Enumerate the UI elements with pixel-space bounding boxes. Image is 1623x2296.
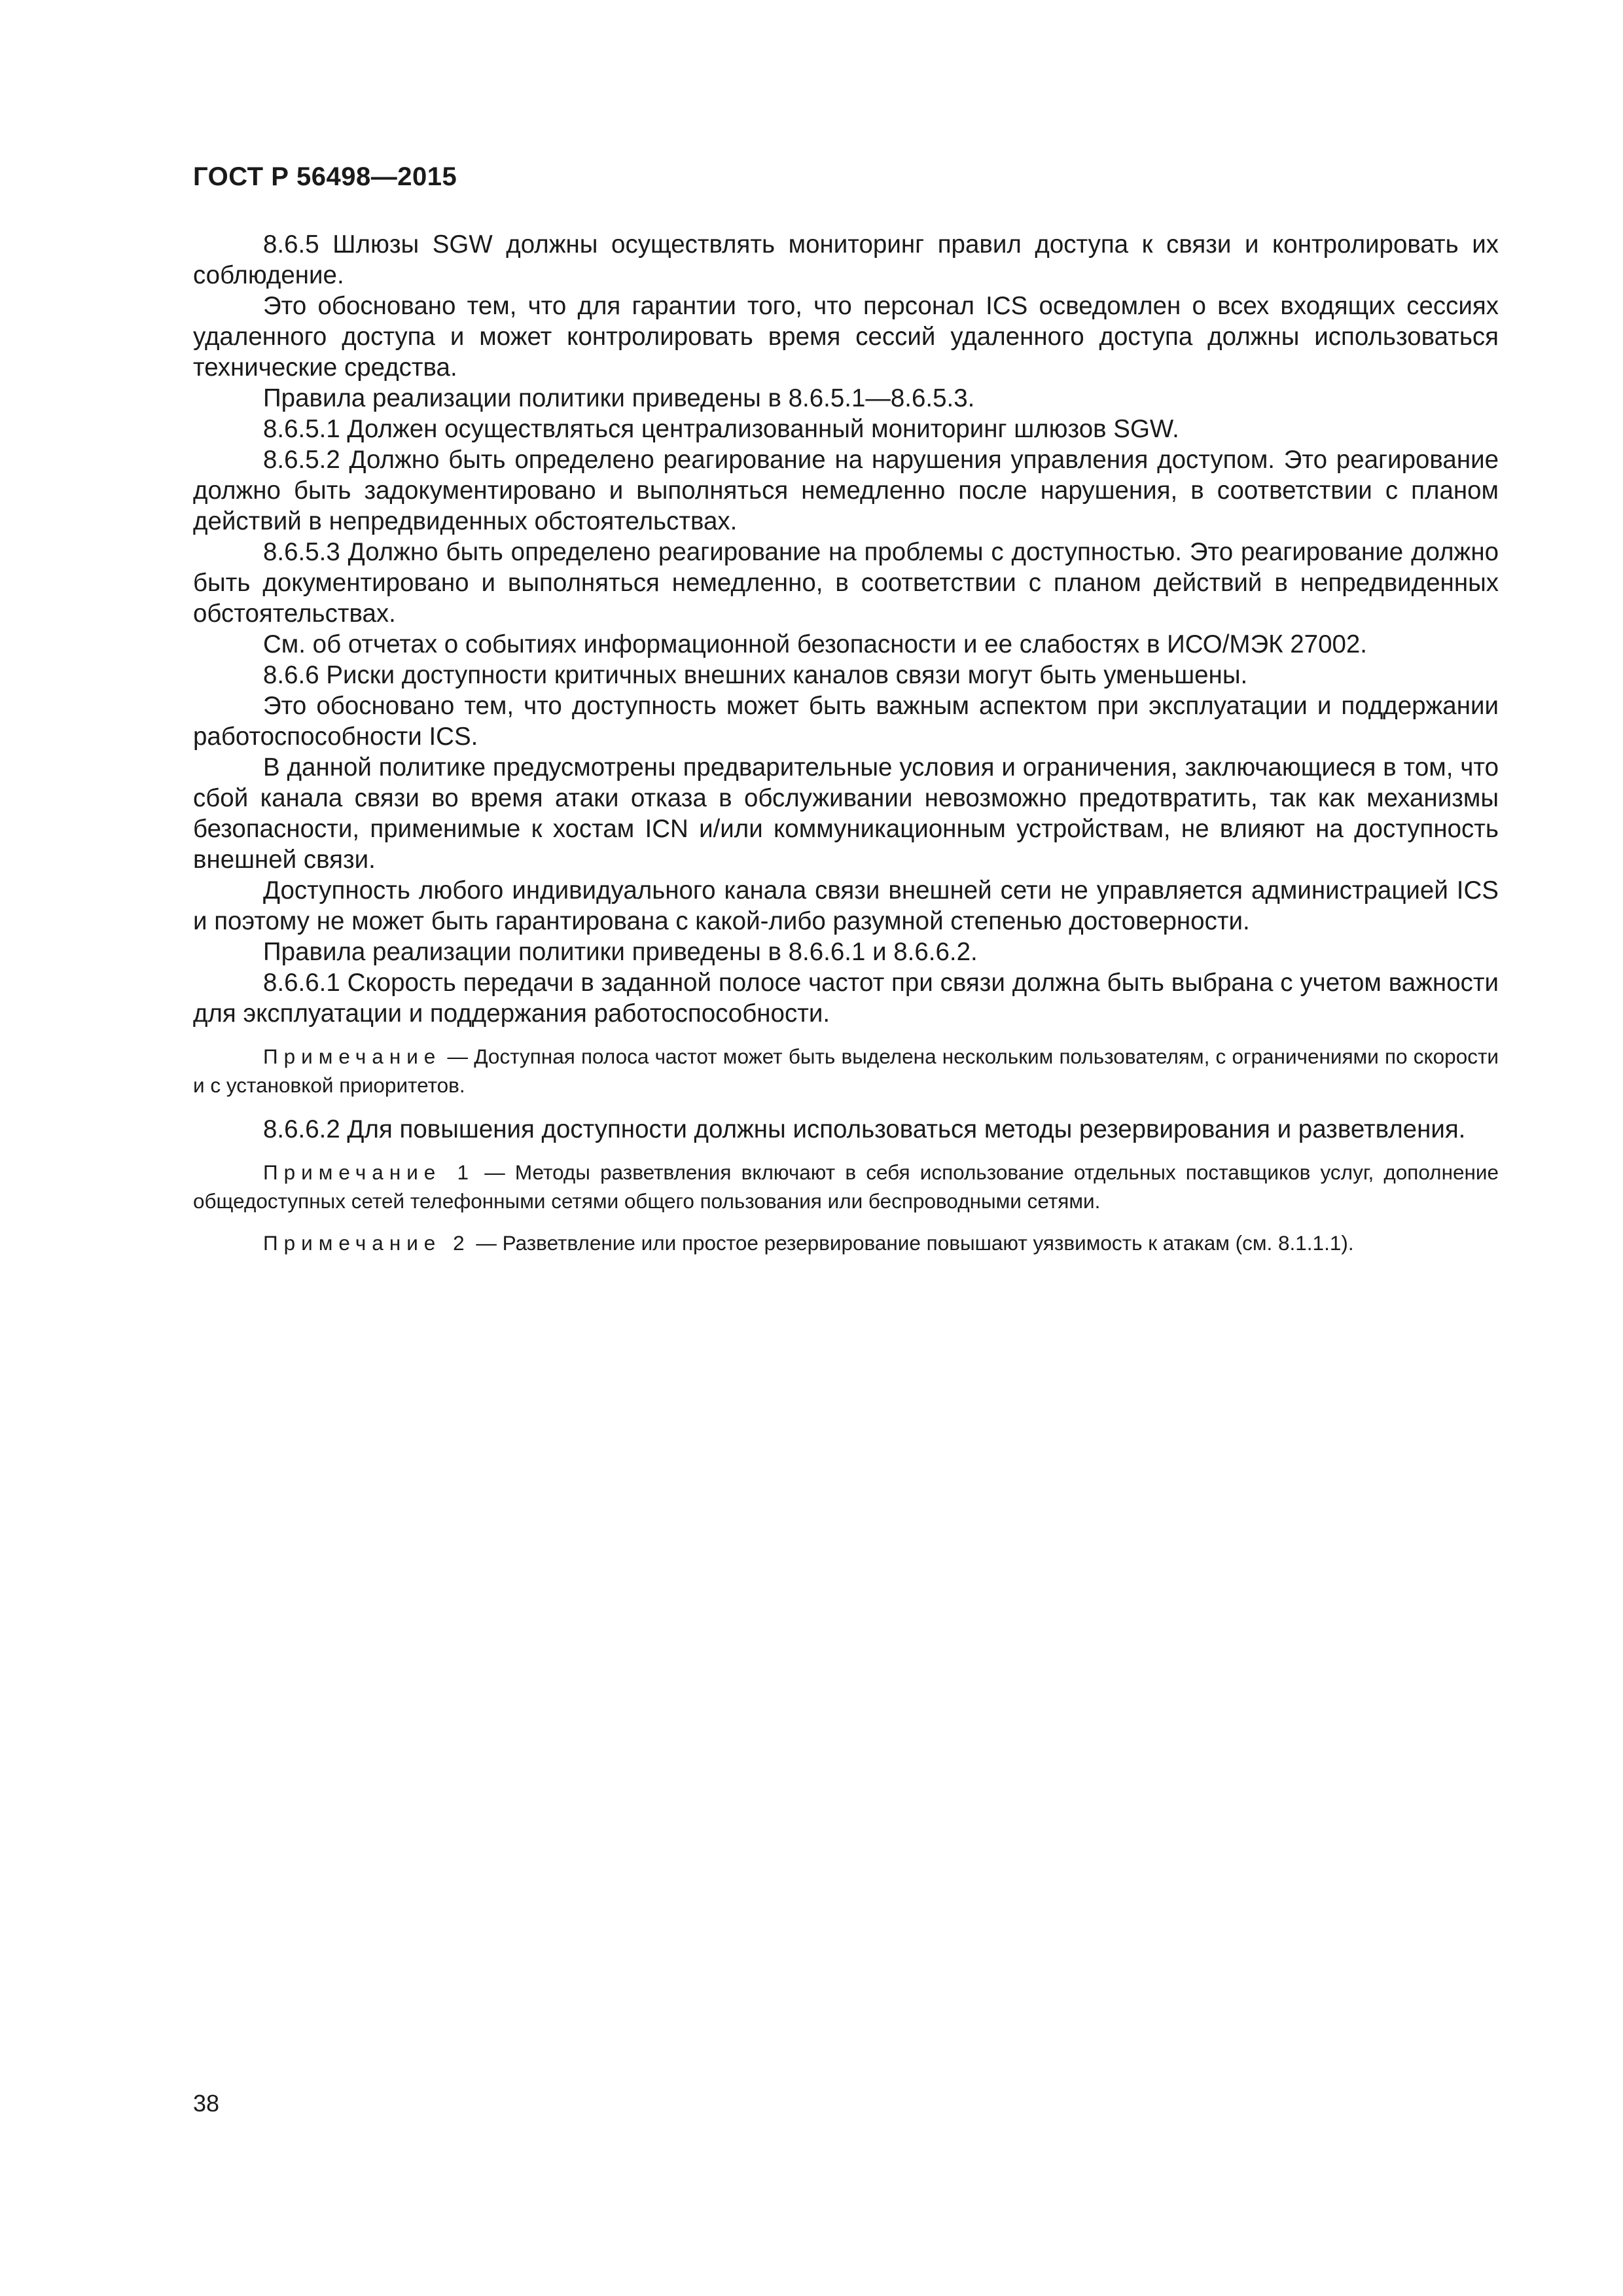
note-2-label: Примечание 2 [263, 1231, 471, 1255]
paragraph-8-6-6: 8.6.6 Риски доступности критичных внешних каналов связи могут быть уменьшены. [263, 661, 1248, 689]
note-1 [193, 1158, 1499, 1215]
paragraph-8-6-5-2: 8.6.5.2 Должно быть определено реагирование на нарушения управления доступом. Это реагирование должно быть задокументировано и выполняться немедленно после нарушения, в соответствии с планом действий в непредвиденных обстоятельствах. [193, 446, 1499, 535]
paragraph-rationale-1: Это обосновано тем, что для гарантии того, что персонал ICS осведомлен о всех входящих сессиях удаленного доступа и может контролировать время сессий удаленного доступа должны использоваться технические средства. [193, 292, 1499, 382]
paragraph-see-reference: См. об отчетах о событиях информационной безопасности и ее слабостях в ИСО/МЭК 27002. [263, 630, 1368, 658]
note-bandwidth [193, 1042, 1499, 1100]
paragraph-rationale-2: Это обосновано тем, что доступность может быть важным аспектом при эксплуатации и поддержании работоспособности ICS. [193, 692, 1499, 751]
document-body [193, 229, 1499, 1257]
paragraph-8-6-5-3: 8.6.5.3 Должно быть определено реагирование на проблемы с доступностью. Это реагирование должно быть документировано и выполняться немедленно, в соответствии с планом действий в непредвиденных обстоятельствах. [193, 538, 1499, 628]
paragraph-rules-ref-1: Правила реализации политики приведены в 8.6.5.1—8.6.5.3. [263, 384, 975, 412]
paragraph-8-6-5: 8.6.5 Шлюзы SGW должны осуществлять мониторинг правил доступа к связи и контролировать их соблюдение. [193, 230, 1499, 289]
note-2-text: — Разветвление или простое резервирование повышают уязвимость к атакам (см. 8.1.1.1). [470, 1231, 1354, 1255]
paragraph-availability: Доступность любого индивидуального канала связи внешней сети не управляется администрацией ICS и поэтому не может быть гарантирована с какой-либо разумной степенью достоверности. [193, 876, 1499, 935]
document-code-header: ГОСТ Р 56498—2015 [193, 162, 457, 191]
paragraph-8-6-5-1: 8.6.5.1 Должен осуществляться централизованный мониторинг шлюзов SGW. [263, 415, 1179, 443]
note-text: — Доступная полоса частот может быть выделена нескольким пользователям, с ограничениями по скорости и с установкой приоритетов. [193, 1045, 1499, 1097]
paragraph-8-6-6-1: 8.6.6.1 Скорость передачи в заданной полосе частот при связи должна быть выбрана с учетом важности для эксплуатации и поддержания работоспособности. [193, 969, 1499, 1028]
page-number: 38 [193, 2090, 220, 2117]
note-1-label: Примечание 1 [263, 1160, 475, 1184]
note-2 [193, 1229, 1499, 1257]
note-label: Примечание [263, 1045, 442, 1068]
paragraph-rules-ref-2: Правила реализации политики приведены в 8.6.6.1 и 8.6.6.2. [263, 938, 978, 966]
paragraph-8-6-6-2: 8.6.6.2 Для повышения доступности должны использоваться методы резервирования и разветвления. [263, 1115, 1466, 1143]
paragraph-preconditions: В данной политике предусмотрены предварительные условия и ограничения, заключающиеся в том, что сбой канала связи во время атаки отказа в обслуживании невозможно предотвратить, так как механизмы безопасности, применимые к хостам ICN и/или коммуникационным устройствам, не влияют на доступность внешней связи. [193, 753, 1499, 874]
note-1-text: — Методы разветвления включают в себя использование отдельных поставщиков услуг, дополнение общедоступных сетей телефонными сетями общего пользования или беспроводными сетями. [193, 1160, 1499, 1213]
